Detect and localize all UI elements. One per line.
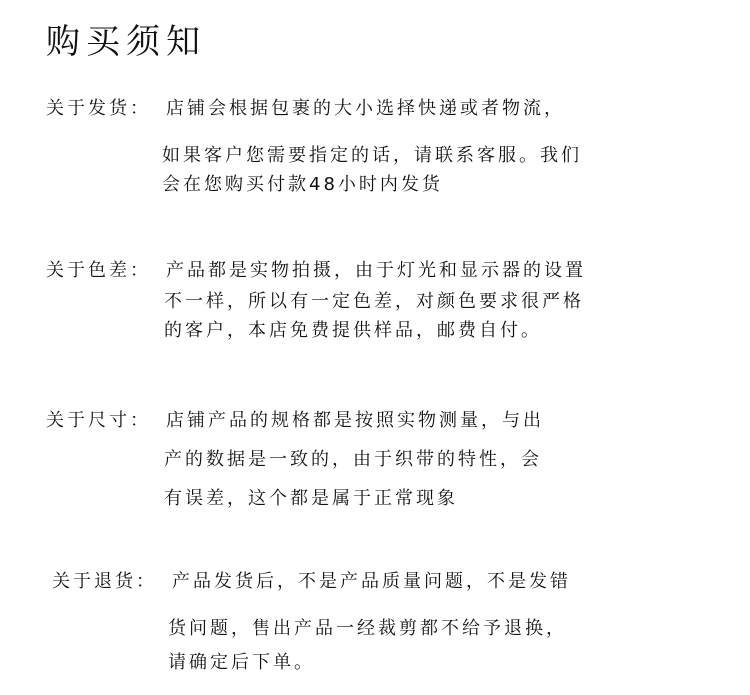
section-line: 产品发货后，不是产品质量问题，不是发错 <box>172 571 571 592</box>
section-line: 产品都是实物拍摄，由于灯光和显示器的设置 <box>166 260 586 281</box>
section-line: 店铺产品的规格都是按照实物测量，与出 <box>166 410 544 431</box>
section-label-shipping: 关于发货： <box>46 98 151 119</box>
section-line: 的客户，本店免费提供样品，邮费自付。 <box>164 320 542 341</box>
page-title: 购买须知 <box>46 22 206 62</box>
section-line: 如果客户您需要指定的话，请联系客服。我们 <box>162 145 582 166</box>
section-line: 店铺会根据包裹的大小选择快递或者物流， <box>166 98 565 119</box>
section-label-color-difference: 关于色差： <box>46 260 151 281</box>
section-line: 有误差，这个都是属于正常现象 <box>164 488 458 509</box>
section-line: 产的数据是一致的，由于织带的特性，会 <box>164 449 542 470</box>
section-line: 不一样，所以有一定色差，对颜色要求很严格 <box>164 291 584 312</box>
section-label-returns: 关于退货： <box>52 571 157 592</box>
section-line: 货问题，售出产品一经裁剪都不给予退换， <box>168 618 567 639</box>
section-label-size: 关于尺寸： <box>46 410 151 431</box>
section-line: 请确定后下单。 <box>168 652 315 673</box>
section-line: 会在您购买付款48小时内发货 <box>162 174 443 195</box>
